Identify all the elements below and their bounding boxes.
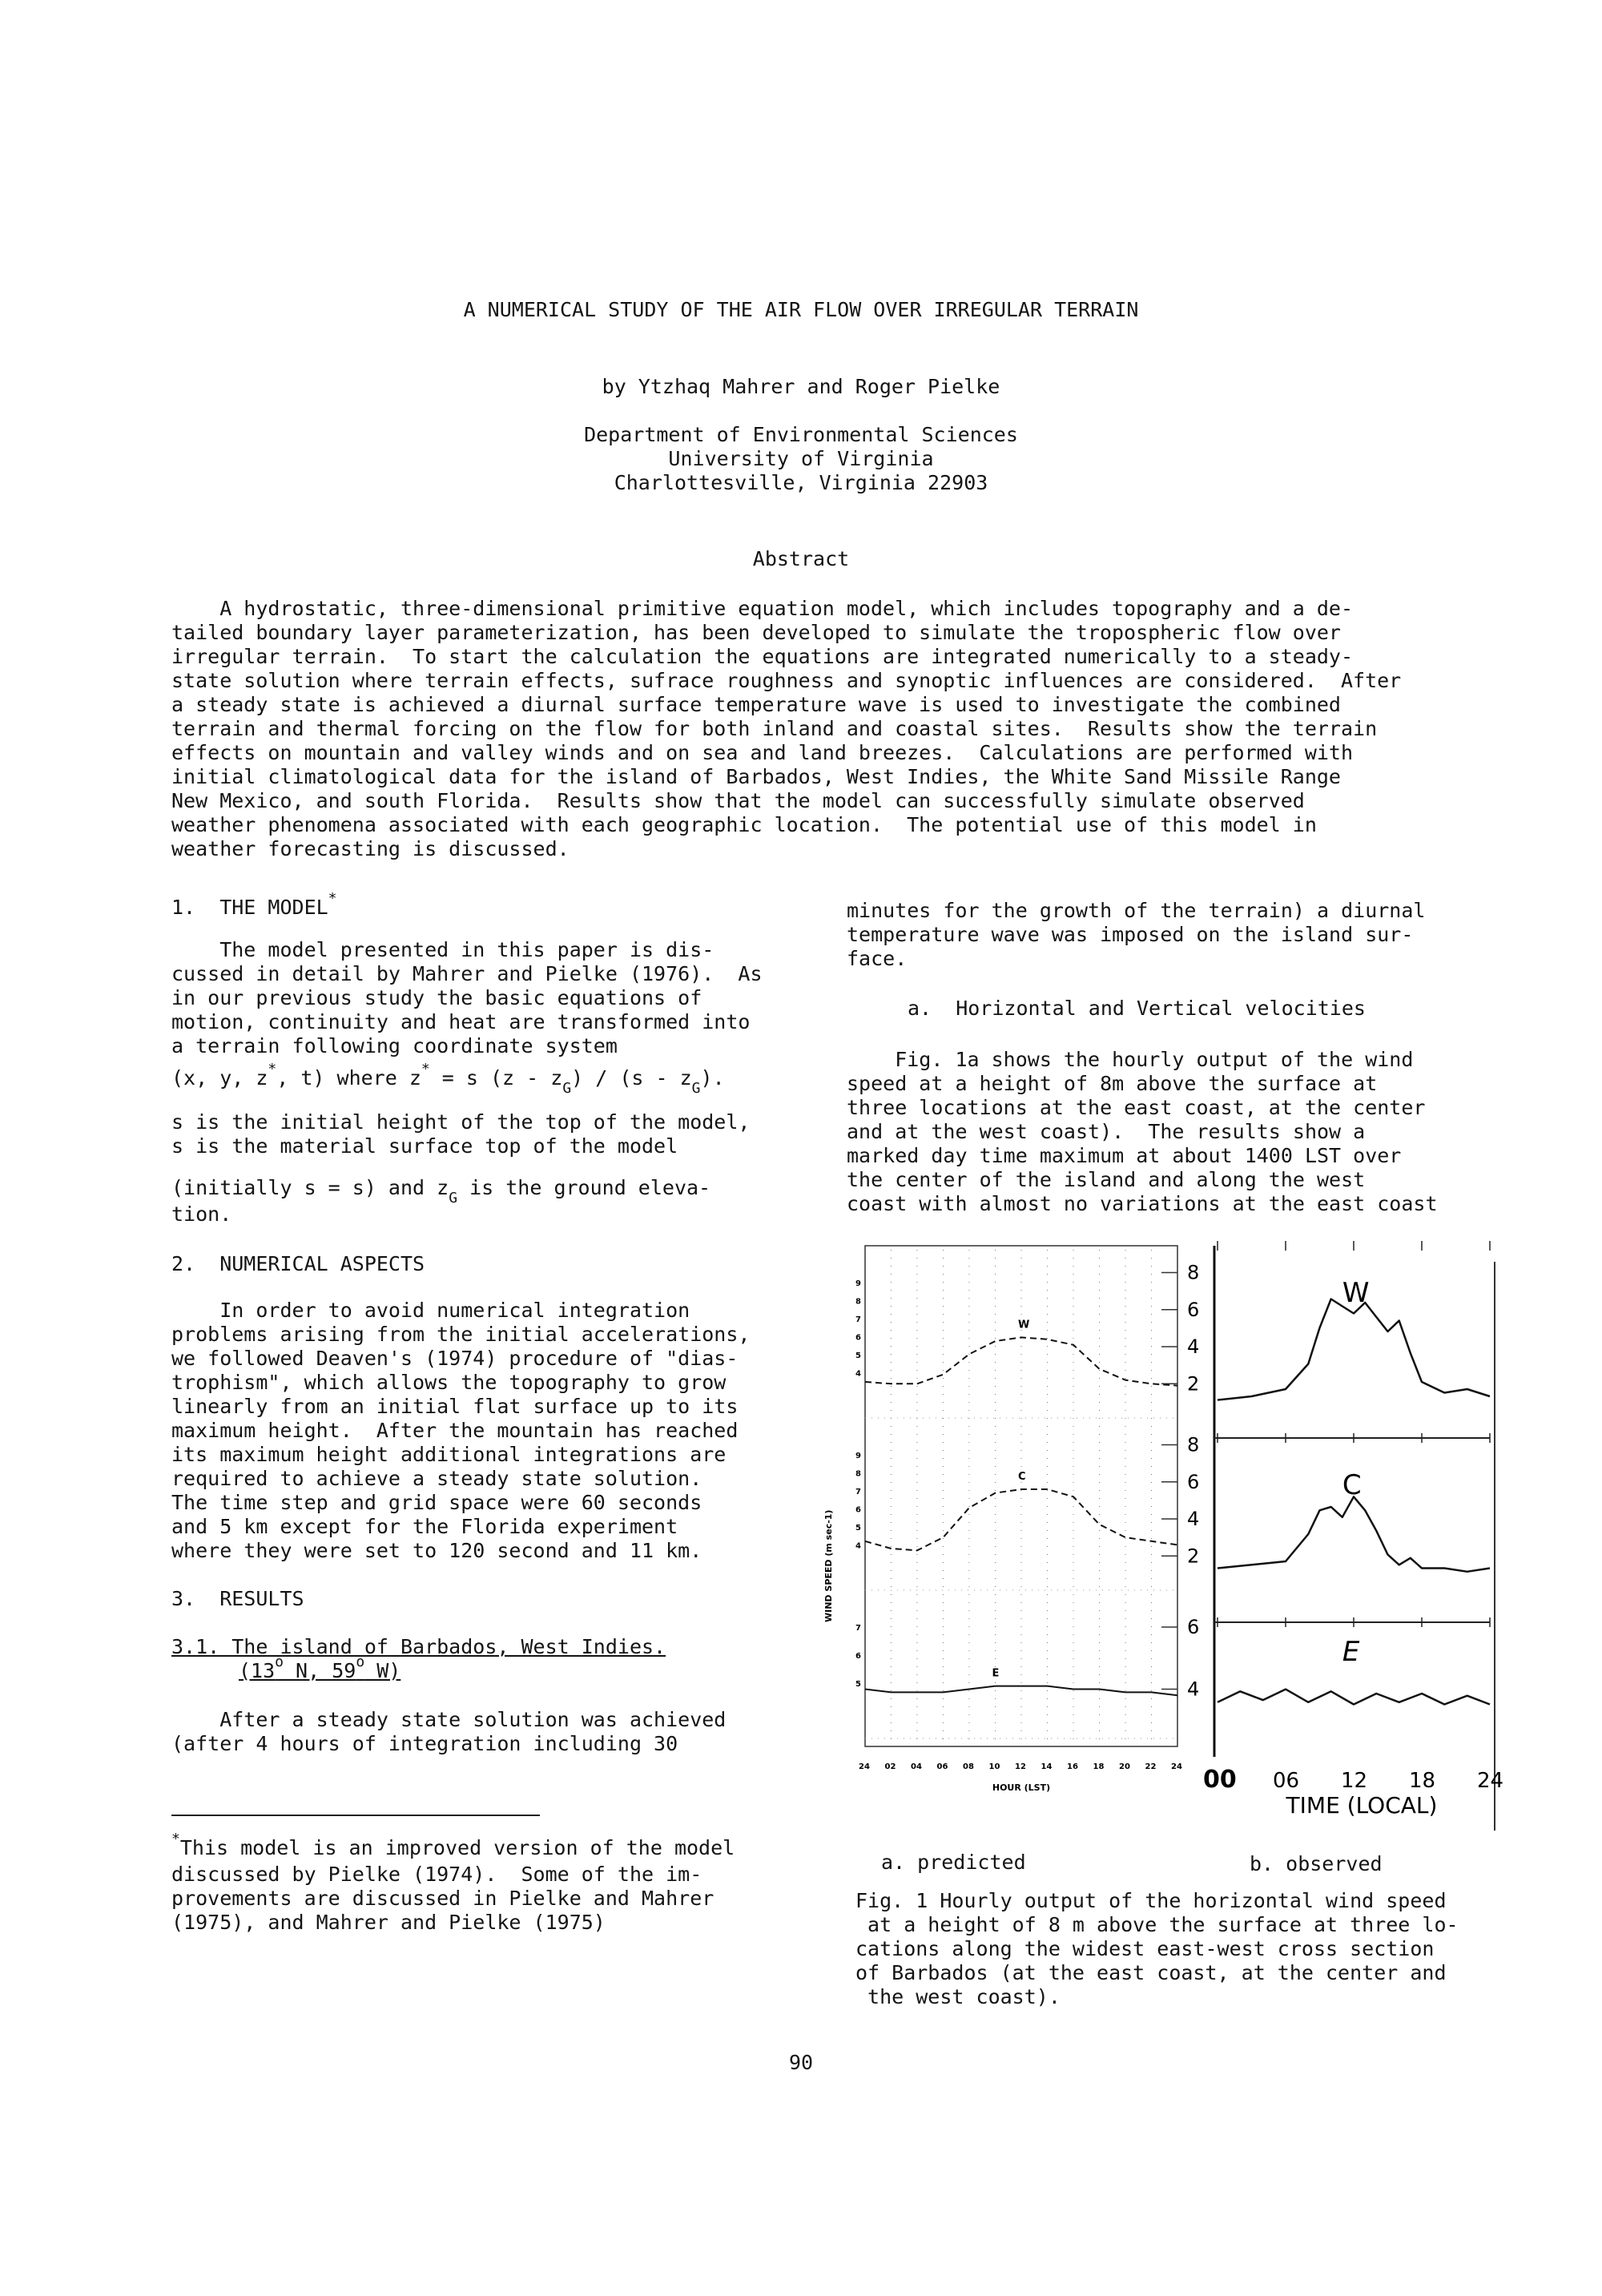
predicted-x-tick: 24: [1171, 1762, 1182, 1771]
predicted-x-tick: 12: [1015, 1762, 1026, 1771]
abstract-line: initial climatological data for the island of Barbados, West Indies, the White Sand Missile Range: [171, 765, 1341, 788]
body-line: three locations at the east coast, at the center: [847, 1096, 1426, 1119]
predicted-x-tick: 02: [884, 1762, 896, 1771]
predicted-x-tick: 06: [936, 1762, 948, 1771]
predicted-ticks: [855, 1262, 1199, 1772]
predicted-left-tick: 5: [855, 1524, 861, 1533]
predicted-left-tick: 8: [855, 1297, 861, 1307]
observed-x-tick: 00: [1203, 1766, 1237, 1794]
predicted-right-tick: 4: [1187, 1508, 1200, 1530]
affiliation-univ: University of Virginia: [668, 447, 934, 470]
abstract-line: tailed boundary layer parameterization, has been developed to simulate the tropospheric flow over: [171, 621, 1341, 644]
footnote-line: discussed by Pielke (1974). Some of the im-: [171, 1863, 702, 1886]
predicted-left-tick: 8: [855, 1469, 861, 1479]
observed-x-tick: 18: [1409, 1769, 1436, 1793]
observed-panel-label: C: [1342, 1469, 1362, 1501]
body-line: a terrain following coordinate system: [171, 1034, 618, 1057]
affiliation-city: Charlottesville, Virginia 22903: [614, 471, 988, 494]
body-line: cussed in detail by Mahrer and Pielke (1976). As: [171, 962, 763, 985]
predicted-x-tick: 08: [963, 1762, 974, 1771]
predicted-left-tick: 7: [855, 1315, 861, 1324]
abstract-line: weather forecasting is discussed.: [171, 837, 570, 860]
observed-series-w: [1218, 1299, 1490, 1400]
body-line: In order to avoid numerical integration: [171, 1299, 690, 1322]
footnote-line: provements are discussed in Pielke and Mahrer: [171, 1887, 714, 1910]
body-line: problems arising from the initial accelerations,: [171, 1323, 751, 1346]
paper-title: A NUMERICAL STUDY OF THE AIR FLOW OVER IRREGULAR TERRAIN: [463, 298, 1139, 321]
caption-line: of Barbados (at the east coast, at the center and: [855, 1961, 1447, 1984]
caption-line: Fig. 1 Hourly output of the horizontal wind speed: [855, 1889, 1447, 1912]
right-column: [847, 899, 1487, 1216]
predicted-right-tick: 6: [1187, 1470, 1200, 1493]
abstract-line: terrain and thermal forcing on the flow for both inland and coastal sites. Results show the terrain: [171, 717, 1378, 740]
caption-b: b. observed: [1250, 1852, 1383, 1875]
predicted-left-tick: 9: [855, 1452, 861, 1460]
coordinate-equation: (x, y, z*, t) where z* = s $(z - z_G) / (s - z_G)$.: [171, 1061, 725, 1097]
abstract-line: a steady state is achieved a diurnal surface temperature wave is used to investigate the combined: [171, 693, 1341, 716]
body-line: After a steady state solution was achieved: [171, 1708, 727, 1731]
predicted-right-tick: 6: [1187, 1298, 1200, 1321]
predicted-left-tick: 7: [855, 1488, 861, 1496]
abstract-heading: Abstract: [752, 547, 850, 570]
abstract-body: [171, 597, 1453, 861]
figure-1: [817, 1238, 1506, 1839]
predicted-x-tick: 10: [988, 1762, 1000, 1771]
predicted-left-tick: 4: [855, 1369, 861, 1379]
predicted-xlabel: HOUR (LST): [992, 1782, 1051, 1793]
footnote-line: *This model is an improved version of the model: [171, 1831, 735, 1859]
body-line: the center of the island and along the west: [847, 1168, 1366, 1191]
caption-line: cations along the widest east-west cross section: [855, 1937, 1435, 1960]
predicted-left-tick: 6: [855, 1652, 861, 1661]
body-line: maximum height. After the mountain has reached: [171, 1419, 739, 1442]
predicted-x-tick: 14: [1040, 1762, 1053, 1771]
abstract-line: effects on mountain and valley winds and on sea and land breezes. Calculations are performed with: [171, 741, 1354, 764]
predicted-left-tick: 5: [855, 1680, 861, 1689]
body-line: motion, continuity and heat are transformed into: [171, 1010, 751, 1033]
body-line: (initially s = s) and $z_G$ is the ground eleva-: [171, 1176, 711, 1206]
predicted-left-tick: 5: [855, 1351, 861, 1360]
predicted-left-tick: 9: [855, 1279, 861, 1288]
caption-line: at a height of 8 m above the surface at three lo-: [855, 1913, 1459, 1936]
predicted-right-tick: 4: [1187, 1335, 1200, 1358]
body-line: s is the material surface top of the model: [171, 1134, 678, 1158]
page-number: 90: [788, 2051, 814, 2074]
body-line: Fig. 1a shows the hourly output of the wind: [847, 1048, 1414, 1071]
body-line: minutes for the growth of the terrain) a diurnal: [847, 899, 1426, 922]
predicted-right-tick: 8: [1187, 1261, 1200, 1284]
observed-chart: [1203, 1241, 1503, 1831]
abstract-line: weather phenomena associated with each geographic location. The potential use of this model in: [171, 813, 1317, 836]
body-line: tion.: [171, 1202, 232, 1226]
body-line: where they were set to 120 second and 11 km.: [171, 1539, 702, 1562]
body-line: (after 4 hours of integration including 30: [171, 1732, 678, 1755]
predicted-right-tick: 2: [1187, 1545, 1200, 1568]
predicted-left-tick: 6: [855, 1505, 861, 1515]
observed-x-tick: 24: [1477, 1769, 1504, 1793]
section-3-heading: 3. RESULTS: [171, 1587, 304, 1610]
footnote-rule: [171, 1815, 540, 1816]
predicted-ylabel: WIND SPEED (m sec-1): [823, 1509, 834, 1622]
affiliation-dept: Department of Environmental Sciences: [584, 423, 1018, 446]
body-line: trophism", which allows the topography to grow: [171, 1371, 727, 1394]
body-line: coast with almost no variations at the east coast: [847, 1192, 1438, 1215]
predicted-panel-label: W: [1018, 1319, 1030, 1331]
observed-ticks: [1203, 1277, 1503, 1794]
footnote-line: (1975), and Mahrer and Pielke (1975): [171, 1911, 606, 1934]
predicted-x-tick: 24: [859, 1762, 870, 1771]
predicted-x-tick: 18: [1093, 1762, 1105, 1771]
body-line: linearly from an initial flat surface up to its: [171, 1395, 739, 1418]
observed-series-c: [1218, 1496, 1490, 1572]
abstract-line: New Mexico, and south Florida. Results show that the model can successfully simulate observed: [171, 789, 1305, 812]
subsection-3-1-heading: 3.1. The island of Barbados, West Indies.: [171, 1635, 666, 1658]
predicted-right-tick: 6: [1187, 1616, 1200, 1638]
caption-a: a. predicted: [881, 1851, 1026, 1874]
body-line: in our previous study the basic equations of: [171, 986, 702, 1009]
predicted-panel-label: C: [1018, 1471, 1026, 1483]
observed-panel-label: W: [1342, 1277, 1370, 1309]
observed-x-tick: 12: [1341, 1769, 1368, 1793]
subsection-a-heading: a. Horizontal and Vertical velocities: [908, 997, 1366, 1020]
predicted-right-tick: 4: [1187, 1678, 1200, 1701]
left-column: [171, 890, 796, 1756]
abstract-line: state solution where terrain effects, sufrace roughness and synoptic influences are considered. After: [171, 669, 1402, 692]
predicted-left-tick: 6: [855, 1333, 861, 1343]
predicted-x-tick: 16: [1067, 1762, 1078, 1771]
body-line: we followed Deaven's (1974) procedure of "dias-: [171, 1347, 739, 1370]
subsection-3-1-coords: (13$^o$ N, 59$^o$ W): [239, 1654, 401, 1682]
predicted-x-tick: 20: [1119, 1762, 1130, 1771]
body-line: marked day time maximum at about 1400 LST over: [847, 1144, 1402, 1167]
body-line: The model presented in this paper is dis-: [171, 938, 714, 961]
predicted-right-tick: 8: [1187, 1433, 1200, 1456]
body-line: required to achieve a steady state solution.: [171, 1467, 702, 1490]
predicted-chart: [823, 1246, 1199, 1793]
body-line: and at the west coast). The results show a: [847, 1120, 1366, 1143]
authors: by Ytzhaq Mahrer and Roger Pielke: [602, 375, 1000, 398]
observed-x-tick: 06: [1273, 1769, 1300, 1793]
abstract-line: irregular terrain. To start the calculation the equations are integrated numerically to a steady-: [171, 645, 1354, 668]
predicted-series: [865, 1337, 1177, 1695]
predicted-x-tick: 04: [911, 1762, 922, 1771]
body-line: its maximum height additional integrations are: [171, 1443, 727, 1466]
predicted-right-tick: 2: [1187, 1372, 1200, 1396]
section-2-heading: 2. NUMERICAL ASPECTS: [171, 1252, 425, 1275]
footnote: [171, 1831, 796, 1935]
figure-caption: [855, 1889, 1496, 2009]
body-line: s is the initial height of the top of the model,: [171, 1110, 751, 1134]
predicted-left-tick: 4: [855, 1541, 861, 1551]
caption-line: the west coast).: [855, 1985, 1061, 2008]
body-line: The time step and grid space were 60 seconds: [171, 1491, 702, 1514]
body-line: and 5 km except for the Florida experiment: [171, 1515, 678, 1538]
abstract-line: A hydrostatic, three-dimensional primitive equation model, which includes topography and a de-: [171, 597, 1354, 620]
body-line: speed at a height of 8m above the surface at: [847, 1072, 1378, 1095]
body-line: temperature wave was imposed on the island sur-: [847, 923, 1414, 946]
predicted-panel-label: E: [992, 1667, 1000, 1680]
predicted-x-tick: 22: [1145, 1762, 1157, 1771]
observed-series-e: [1218, 1690, 1490, 1705]
observed-panel-label: E: [1342, 1636, 1360, 1668]
section-1-heading: 1. THE MODEL*: [171, 890, 337, 919]
observed-xlabel: TIME (LOCAL): [1286, 1792, 1438, 1819]
predicted-left-tick: 7: [855, 1624, 861, 1633]
body-line: face.: [847, 947, 908, 970]
